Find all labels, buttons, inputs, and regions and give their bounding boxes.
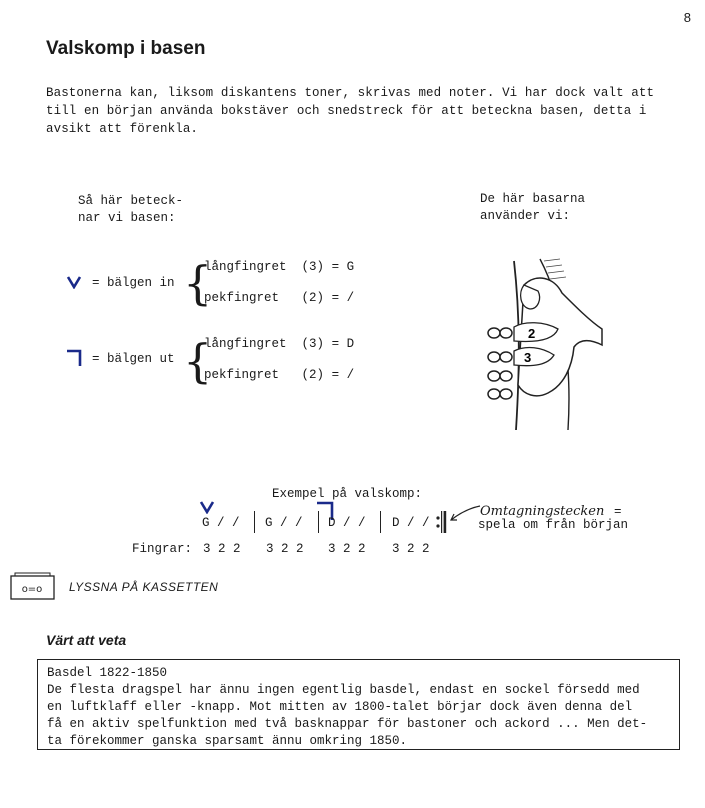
intro-line: till en början använda bokstäver och snedstreck för att beteckna basen, detta i [46, 104, 647, 118]
example-bar: G / / [265, 516, 303, 530]
bellows-out-row [204, 337, 354, 351]
info-box-line: ta förekommer ganska sparsamt ännu omkring 1850. [47, 734, 408, 748]
repeat-sign-icon [435, 509, 447, 535]
finger-label-3: 3 [524, 350, 532, 365]
equals-sign: = [331, 368, 340, 382]
finger-name: pekfingret [204, 291, 280, 305]
equals-sign: = [331, 260, 340, 274]
bar-line [380, 511, 381, 533]
hand-on-bass-buttons-illustration [484, 255, 609, 435]
example-title: Exempel på valskomp: [272, 487, 423, 501]
intro-paragraph [46, 84, 686, 138]
example-bar: D / / [392, 516, 430, 530]
info-box-line: en luftklaff eller -knapp. Mot mitten av 1800-talet börjar dock även denna del [47, 700, 633, 714]
finger-pattern: 3 2 2 [266, 542, 304, 556]
info-box-text [47, 665, 647, 750]
finger-name: långfingret [204, 337, 287, 351]
finger-name: långfingret [204, 260, 287, 274]
left-caption [78, 193, 183, 227]
repeat-sign-description: spela om från början [478, 518, 629, 532]
bellows-out-icon [66, 349, 82, 367]
bellows-in-row [204, 291, 354, 305]
bass-value: D [346, 337, 355, 351]
finger-pattern: 3 2 2 [328, 542, 366, 556]
finger-number: (2) [301, 291, 325, 305]
bar-line [318, 511, 319, 533]
brace-icon: { [183, 256, 213, 310]
bellows-in-icon [66, 275, 82, 289]
right-caption [480, 191, 585, 225]
repeat-sign-name: Omtagningstecken [480, 504, 605, 519]
intro-line: Bastonerna kan, liksom diskantens toner, skrivas med noter. Vi har dock valt att [46, 86, 655, 100]
repeat-sign-caption [480, 500, 621, 519]
finger-label-2: 2 [528, 326, 536, 341]
equals-sign: = [613, 505, 622, 519]
bellows-in-label: = bälgen in [92, 276, 175, 290]
bellows-out-row [204, 368, 354, 382]
finger-name: pekfingret [204, 368, 280, 382]
finger-pattern: 3 2 2 [392, 542, 430, 556]
bellows-out-label: = bälgen ut [92, 352, 175, 366]
bass-value: G [346, 260, 355, 274]
brace-icon: { [183, 334, 213, 388]
finger-number: (3) [301, 337, 325, 351]
cassette-reels: o=o [21, 584, 43, 595]
section-subheading: Värt att veta [46, 632, 127, 648]
cassette-icon [9, 572, 57, 602]
equals-sign: = [331, 337, 340, 351]
finger-number: (2) [301, 368, 325, 382]
right-caption-line: De här basarna [480, 192, 586, 206]
bellows-in-row [204, 260, 354, 274]
bass-value: / [346, 368, 355, 382]
info-box-line: Basdel 1822-1850 [47, 666, 168, 680]
left-caption-line: nar vi basen: [78, 211, 176, 225]
left-caption-line: Så här beteck- [78, 194, 184, 208]
intro-line: avsikt att förenkla. [46, 122, 199, 136]
cassette-label: LYSSNA PÅ KASSETTEN [69, 580, 219, 594]
info-box-line: De flesta dragspel har ännu ingen egentlig basdel, endast en sockel försedd med [47, 683, 640, 697]
bass-value: / [346, 291, 355, 305]
bar-line [254, 511, 255, 533]
example-bar: G / / [202, 516, 240, 530]
fingers-label: Fingrar: [132, 542, 193, 556]
finger-number: (3) [301, 260, 325, 274]
info-box-line: få en aktiv spelfunktion med två basknappar för bastoner och ackord ... Men det- [47, 717, 648, 731]
equals-sign: = [331, 291, 340, 305]
page-title: Valskomp i basen [46, 38, 206, 59]
bellows-in-icon [199, 500, 215, 514]
example-bar: D / / [328, 516, 366, 530]
finger-pattern: 3 2 2 [203, 542, 241, 556]
page-number: 8 [683, 10, 691, 25]
right-caption-line: använder vi: [480, 209, 571, 223]
